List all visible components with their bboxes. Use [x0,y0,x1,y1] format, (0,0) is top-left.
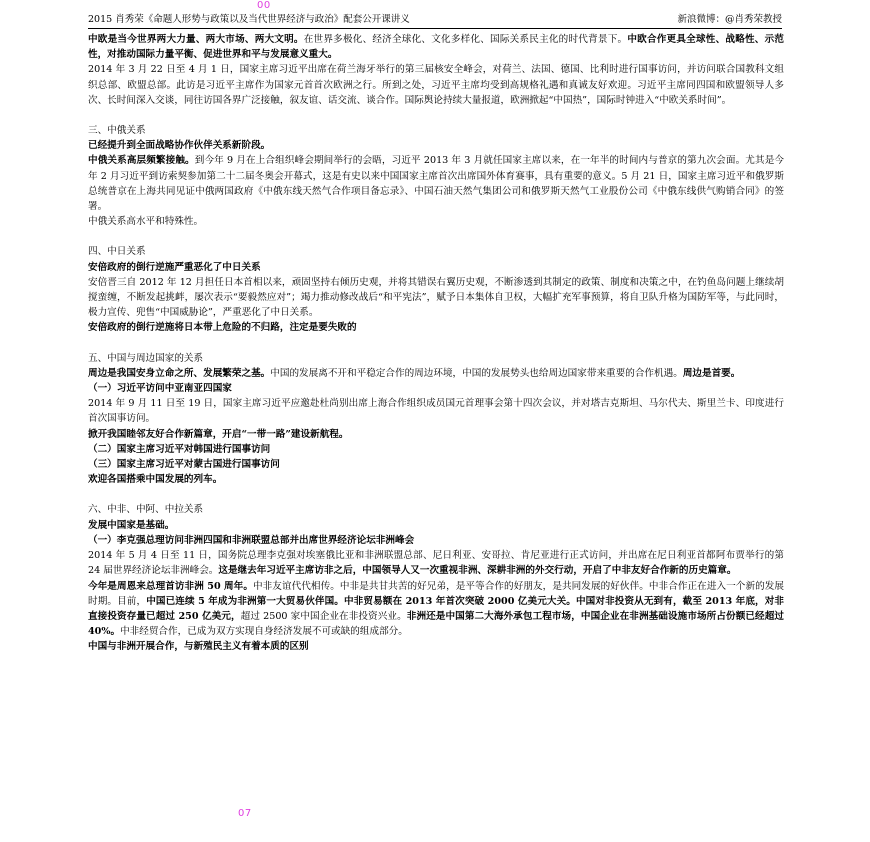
japan-subheading: 安倍政府的倒行逆施严重恶化了中日关系 [88,261,261,273]
africa-text-3: 超过 2500 家中国企业在非投资兴业。 [240,610,407,622]
africa-text-1: 2014 年 5 月 4 日至 11 日，国务院总理李克强对埃塞俄比亚和非洲联盟总部、尼日利亚、安哥拉、肯尼亚进行正式访问，并出席在尼日利亚首都阿布贾举行的第 24 届世界经济论坛非洲峰会。 [88,550,784,577]
neighbors-bold-3: 掀开我国睦邻友好合作新篇章，开启“一带一路”建设新航程。 [88,428,349,440]
africa-bold-3: 中国已连续 5 年成为非洲第一大贸易伙伴国。中非贸易额在 2013 年首次突破 2000 亿美元大关。中国对非投资从无到有，截至 2013 年底，对非直接投资存量已超过 250 亿美元， [88,595,785,622]
africa-bold-1: 这是继去年习近平主席访非之后，中国领导人又一次重视非洲、深耕非洲的外交行动，开启了中非友好合作新的历史篇章。 [218,565,737,577]
africa-para-1 [88,548,784,578]
page-mark-bottom: 07 [238,808,252,819]
japan-heading: 四、中日关系 [88,246,146,258]
neighbors-subheading-1: （一）习近平访问中亚南亚四国家 [88,383,232,395]
africa-subheading-1: （一）李克强总理访问非洲四国和非洲联盟总部并出席世界经济论坛非洲峰会 [88,534,415,546]
page-header [88,14,782,29]
africa-bold-4: 非洲还是中国第二大海外承包工程市场，中国企业在非洲基础设施市场所占份额已经超过 40%。 [88,610,784,638]
neighbors-para-1 [88,366,784,381]
neighbors-bold-1: 周边是我国安身立命之所、发展繁荣之基。 [88,367,271,379]
eu-para-1 [88,32,784,62]
neighbors-bold-4: 欢迎各国搭乘中国发展的列车。 [88,474,223,486]
page-mark-top: 00 [257,0,271,11]
africa-text-4: 中非经贸合作，已成为双方实现自身经济发展不可或缺的组成部分。 [120,626,408,638]
eu-text-1: 在世界多极化、经济全球化、文化多样化、国际关系民主化的时代背景下。 [303,34,628,45]
africa-text-2: 中非友谊代代相传。中非是共甘共苦的好兄弟，是平等合作的好朋友，是共同发展的好伙伴。中非合作正在进入一个新的发展时期。目前， [88,580,785,607]
russia-bold-1: 中俄关系高层频繁接触。 [88,155,195,167]
header-weibo: 新浪微博：@肖秀荣教授 [677,14,782,25]
neighbors-text-1: 中国的发展离不开和平稳定合作的周边环境，中国的发展势头也给周边国家带来重要的合作机遇。 [270,367,683,379]
japan-conclusion: 安倍政府的倒行逆施将日本带上危险的不归路，注定是要失败的 [88,322,357,334]
africa-subheading: 发展中国家是基础。 [88,519,175,531]
africa-heading: 六、中非、中阿、中拉关系 [88,504,204,516]
russia-heading: 三、中俄关系 [88,125,146,137]
africa-para-2 [88,579,784,640]
neighbors-subheading-3: （三）国家主席习近平对蒙古国进行国事访问 [88,459,280,471]
russia-para-1 [88,153,784,214]
neighbors-bold-2: 周边是首要。 [682,367,741,379]
eu-para-2: 2014 年 3 月 22 日至 4 月 1 日，国家主席习近平出席在荷兰海牙举行的第三届核安全峰会，对荷兰、法国、德国、比利时进行国事访问，并访问联合国教科文组织总部、欧盟总部。此访是习近平主席作为国家元首首次欧洲之行。所到之处，习近平主席均受到高规格礼遇和真诚友好欢迎。习近平主席同四国和欧盟领导人多次、长时间深入交谈，同往访国各界广泛接触，叙友谊、话交流、谈合作。国际舆论持续大量报道，欧洲掀起“中国热”，国际时钟进入“中欧关系时间”。 [88,64,784,106]
russia-para-2: 中俄关系高水平和特殊性。 [88,216,204,228]
russia-text-1: 到今年 9 月在上合组织峰会期间举行的会晤，习近平 2013 年 3 月就任国家主席以来，在一年半的时间内与普京的第九次会面。尤其是今年 2 月习近平到访索契参加第二十二届冬奥会开幕式，这是有史以来中国国家主席首次出席国外体育赛事，具有重要的意义。5 月 21 日，国家主席习近平和俄罗斯总统普京在上海共同见证中俄两国政府《中俄东线天然气合作项目备忘录》、中国石油天然气集团公司和俄罗斯天然气工业股份公司《中俄东线供气购销合同》的签署。 [88,155,785,213]
japan-para-1: 安倍晋三自 2012 年 12 月担任日本首相以来，顽固坚持右倾历史观，并将其错误右翼历史观，不断渗透到其制定的政策、制度和决策之中，在钓鱼岛问题上继续胡搅蛮缠，不断发起挑衅，屡次表示“要毅然应对”；竭力推动修改战后“和平宪法”，赋予日本集体自卫权，大幅扩充军事预算，将自卫队升格为国防军等，与此同时，极力宣传、兜售“中国威胁论”，严重恶化了中日关系。 [88,276,784,319]
document-body [88,32,784,655]
africa-bold-2: 今年是周恩来总理首访非洲 50 周年。 [88,580,253,592]
russia-subheading: 已经提升到全面战略协作伙伴关系新阶段。 [88,140,271,152]
neighbors-subheading-2: （二）国家主席习近平对韩国进行国事访问 [88,443,271,455]
eu-bold-1: 中欧是当今世界两大力量、两大市场、两大文明。 [88,34,304,45]
header-title: 2015 肖秀荣《命题人形势与政策以及当代世界经济与政治》配套公开课讲义 [88,14,410,25]
eu-bold-2: 中欧合作更具全球性、战略性、示范性，对推动国际力量平衡、促进世界和平与发展意义重大。 [88,34,785,61]
africa-conclusion: 中国与非洲开展合作，与新殖民主义有着本质的区别 [88,641,309,653]
neighbors-para-2: 2014 年 9 月 11 日至 19 日，国家主席习近平应邀赴杜尚别出席上海合作组织成员国元首理事会第十四次会议，并对塔吉克斯坦、马尔代夫、斯里兰卡、印度进行首次国事访问。 [88,398,784,425]
neighbors-heading: 五、中国与周边国家的关系 [88,352,204,364]
